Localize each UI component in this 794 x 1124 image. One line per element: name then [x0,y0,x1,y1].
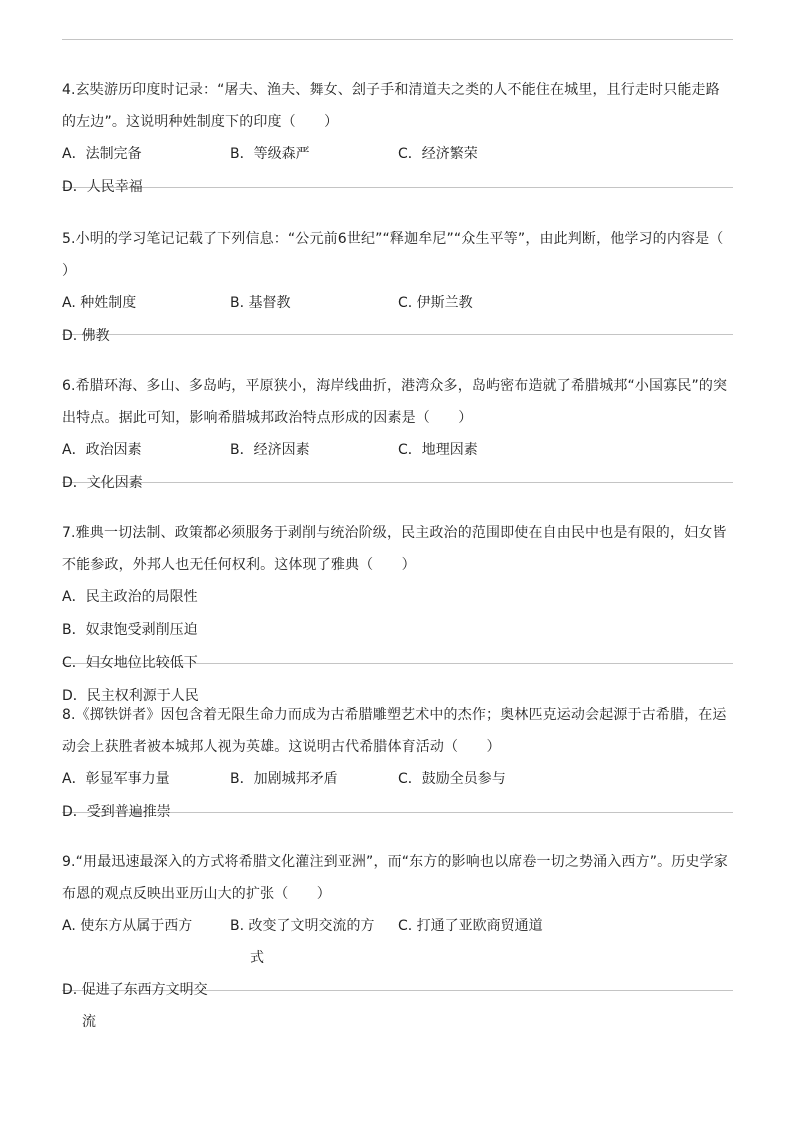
option-a: A. 使东方从属于西方 [62,918,193,934]
option-b: B. 基督教 [230,295,291,311]
question-4 [62,74,728,204]
option-c: C．经济繁荣 [398,146,478,162]
question-stem: 7.雅典一切法制、政策都必须服务于剥削与统治阶级，民主政治的范围即使在自由民中也是有限的，妇女皆不能参政，外邦人也无任何权利。这体现了雅典（ ） [62,525,727,573]
option-list [62,763,728,829]
divider [62,39,733,40]
question-7 [62,517,728,713]
option-list [62,434,728,500]
option-d: D．人民幸福 [62,179,143,195]
question-stem: 6.希腊环海、多山、多岛屿，平原狭小，海岸线曲折，港湾众多，岛屿密布造就了希腊城邦“小国寡民”的突出特点。据此可知，影响希腊城邦政治特点形成的因素是（ ） [62,378,728,426]
option-c: C．地理因素 [398,442,478,458]
option-d: D. 促进了东西方文明交流 [62,982,208,1030]
option-list [62,910,728,1038]
option-b: B．加剧城邦矛盾 [230,771,338,787]
option-d: D．文化因素 [62,475,143,491]
question-stem: 4.玄奘游历印度时记录：“屠夫、渔夫、舞女、刽子手和清道夫之类的人不能住在城里，且行走时只能走路的左边”。这说明种姓制度下的印度（ ） [62,82,720,130]
question-stem: 8.《掷铁饼者》因包含着无限生命力而成为古希腊雕塑艺术中的杰作；奥林匹克运动会起源于古希腊，在运动会上获胜者被本城邦人视为英雄。这说明古代希腊体育活动（ ） [62,707,727,755]
option-a: A．彰显军事力量 [62,771,170,787]
question-6 [62,370,728,500]
option-c: C. 伊斯兰教 [398,295,473,311]
option-c: C. 打通了亚欧商贸通道 [398,918,543,934]
option-b: B. 改变了文明交流的方式 [230,918,375,966]
question-8 [62,699,728,829]
option-list [62,581,728,713]
question-9 [62,846,728,1038]
option-list [62,287,728,353]
option-d: D．受到普遍推崇 [62,804,171,820]
option-b: B．奴隶饱受剥削压迫 [62,622,198,638]
question-stem: 5.小明的学习笔记记载了下列信息：“公元前6世纪”“释迦牟尼”“众生平等”，由此判断，他学习的内容是（ ） [62,231,752,279]
option-b: B．经济因素 [230,442,310,458]
option-d: D．民主权利源于人民 [62,688,199,704]
option-d: D. 佛教 [62,328,110,344]
option-a: A．法制完备 [62,146,142,162]
option-c: C．妇女地位比较低下 [62,655,198,671]
option-a: A．政治因素 [62,442,142,458]
option-a: A．民主政治的局限性 [62,589,198,605]
option-list [62,138,728,204]
option-b: B．等级森严 [230,146,310,162]
option-a: A. 种姓制度 [62,295,137,311]
question-5 [62,223,752,353]
option-c: C．鼓励全员参与 [398,771,506,787]
question-stem: 9.“用最迅速最深入的方式将希腊文化灌注到亚洲”，而“东方的影响也以席卷一切之势涌入西方”。历史学家布恩的观点反映出亚历山大的扩张（ ） [62,854,728,902]
